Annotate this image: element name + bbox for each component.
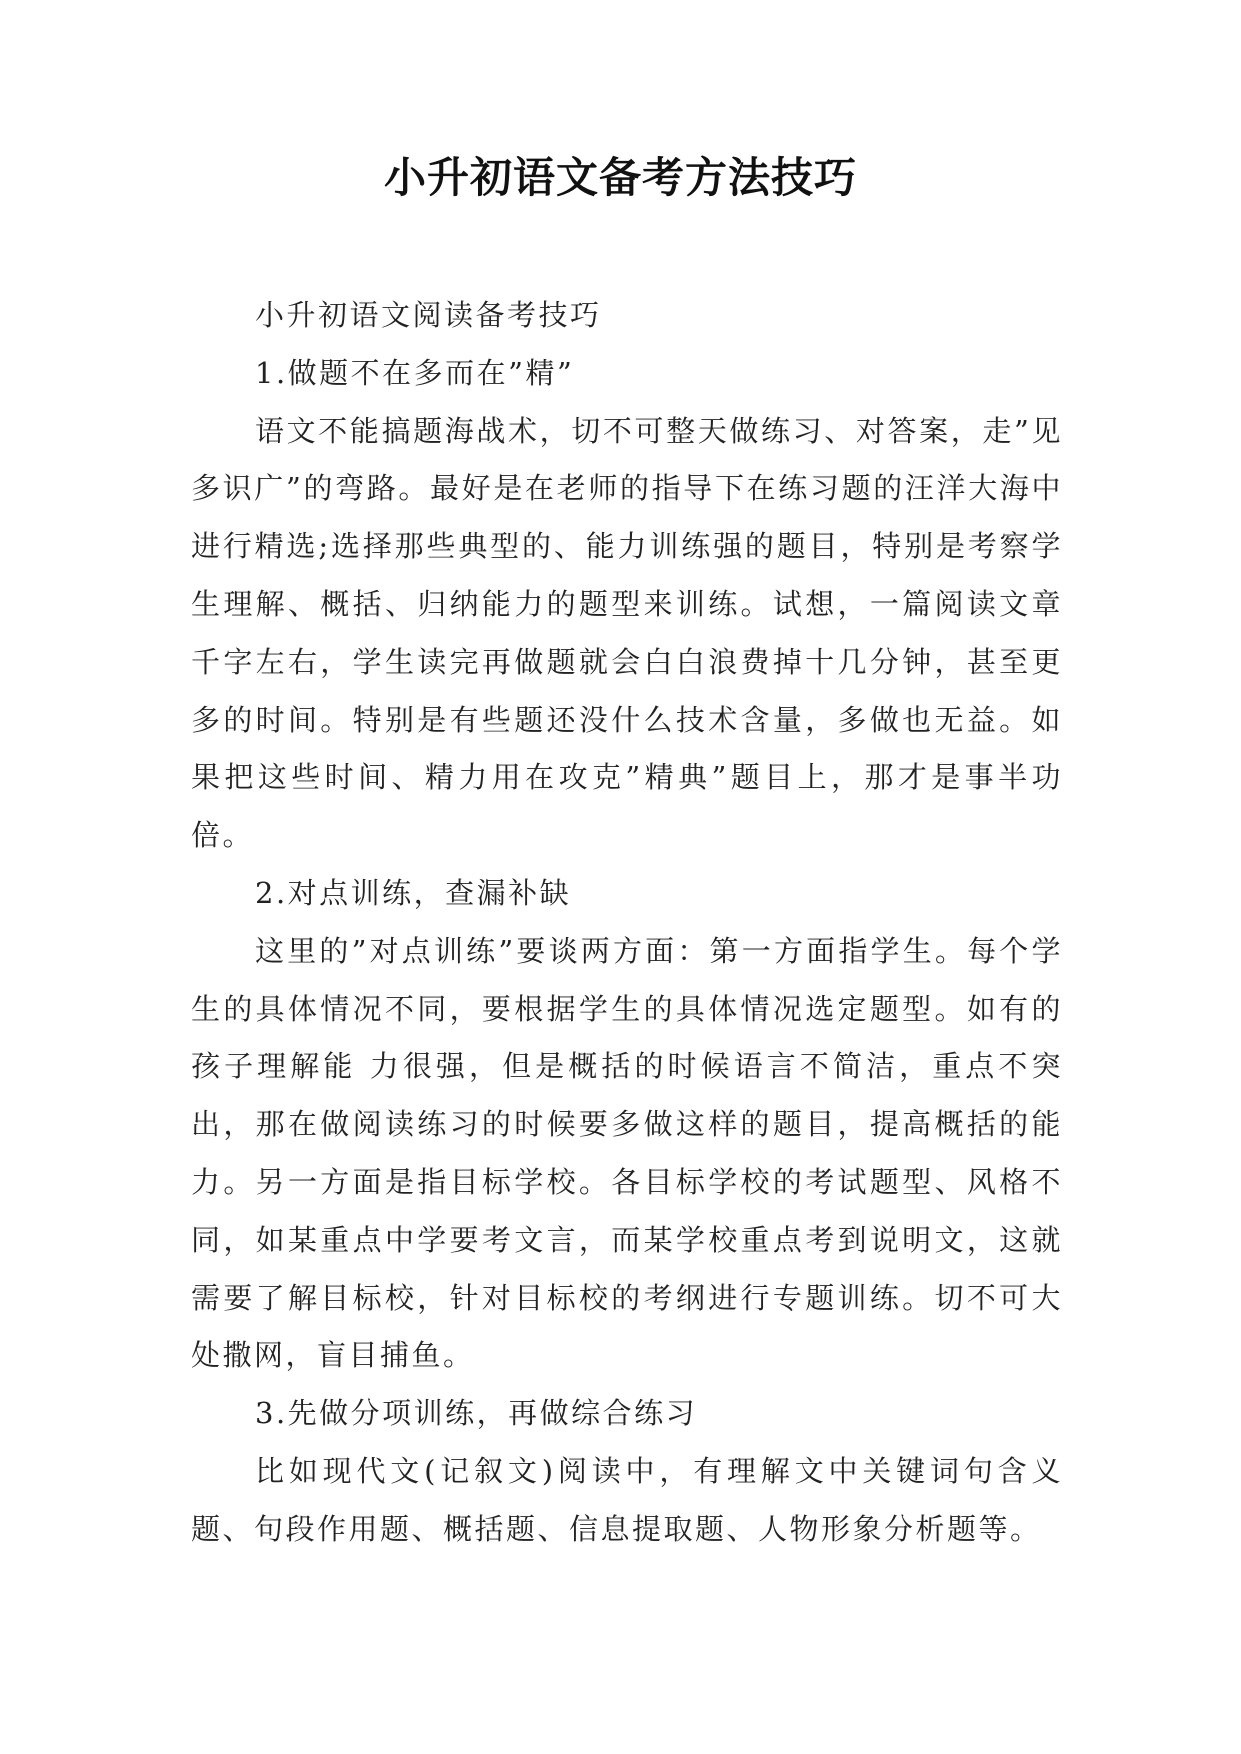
paragraph-1: 语文不能搞题海战术，切不可整天做练习、对答案，走”见多识广”的弯路。最好是在老师的指导下在练习题的汪洋大海中进行精选;选择那些典型的、能力训练强的题目，特别是考察学生理解、概括、归纳能力的题型来训练。试想，一篇阅读文章千字左右，学生读完再做题就会白白浪费掉十几分钟，甚至更多的时间。特别是有些题还没什么技术含量，多做也无益。如果把这些时间、精力用在攻克”精典”题目上，那才是事半功倍。	[191, 413, 1063, 853]
subheading-1: 1.做题不在多而在”精”	[255, 355, 575, 390]
subheading-2: 2.对点训练，查漏补缺	[255, 875, 572, 910]
paragraph-3: 比如现代文(记叙文)阅读中，有理解文中关键词句含义题、句段作用题、概括题、信息提取题、人物形象分析题等。	[191, 1453, 1063, 1546]
document-title: 小升初语文备考方法技巧	[383, 153, 857, 202]
section-heading: 小升初语文阅读备考技巧	[255, 298, 602, 332]
subheading-3: 3.先做分项训练，再做综合练习	[255, 1396, 698, 1431]
document-body	[191, 287, 1063, 1559]
paragraph-2: 这里的”对点训练”要谈两方面：第一方面指学生。每个学生的具体情况不同，要根据学生的具体情况选定题型。如有的孩子理解能 力很强，但是概括的时候语言不简洁，重点不突出，那在做阅读练习的时候要多做这样的题目，提高概括的能力。另一方面是指目标学校。各目标学校的考试题型、风格不同，如某重点中学要考文言，而某学校重点考到说明文，这就需要了解目标校，针对目标校的考纲进行专题训练。切不可大处撒网，盲目捕鱼。	[191, 933, 1063, 1373]
